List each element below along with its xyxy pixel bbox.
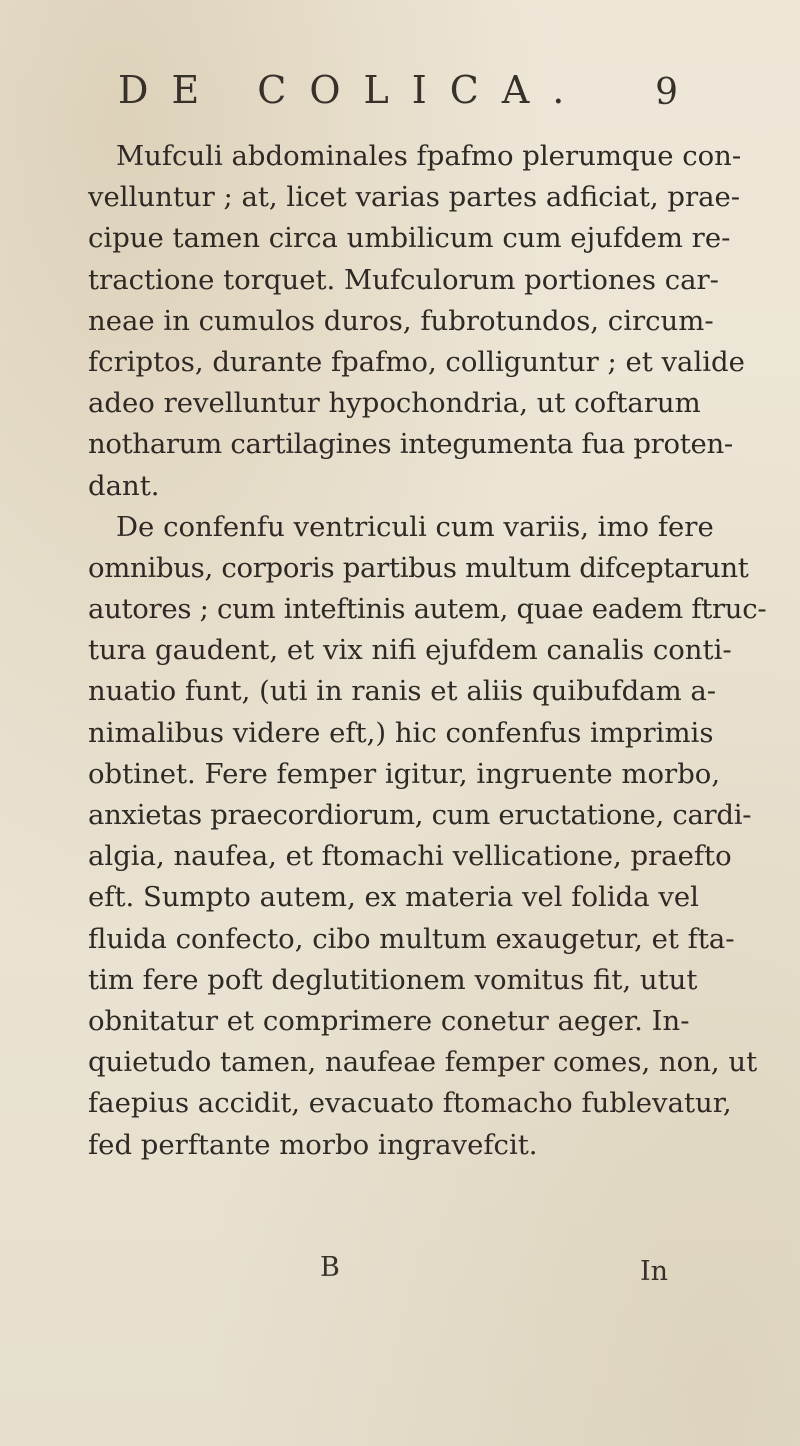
text-line: obnitatur et comprimere conetur aeger. In- <box>88 1004 690 1037</box>
text-line: Mufculi abdominales fpafmo plerumque con- <box>116 140 742 172</box>
text-line: anxietas praecordiorum, cum eructatione, cardi- <box>88 799 752 831</box>
text-line: fluida confecto, cibo multum exaugetur, et fta- <box>88 922 735 955</box>
running-head <box>118 68 678 128</box>
text-line: nuatio funt, (uti in ranis et aliis quibufdam a- <box>88 675 717 708</box>
text-line: dant. <box>88 469 160 502</box>
text-line: fed perftante morbo ingravefcit. <box>88 1128 538 1161</box>
page-footer <box>88 1252 668 1302</box>
text-line: cipue tamen circa umbilicum cum ejufdem re- <box>88 222 731 255</box>
page-number: 9 <box>655 72 678 113</box>
text-line: De confenfu ventriculi cum variis, imo fere <box>116 510 714 543</box>
text-line: tura gaudent, et vix nifi ejufdem canalis conti- <box>88 634 732 667</box>
catchword: In <box>639 1256 668 1287</box>
signature-mark: B <box>320 1252 340 1283</box>
text-line: velluntur ; at, licet varias partes adficiat, prae- <box>88 181 741 214</box>
text-line: tim fere poft deglutitionem vomitus fit, utut <box>88 963 698 996</box>
body-text <box>88 136 767 1166</box>
text-line: notharum cartilagines integumenta fua proten- <box>88 428 733 461</box>
text-line: fcriptos, durante fpafmo, colliguntur ; et valide <box>88 345 745 378</box>
text-line: neae in cumulos duros, fubrotundos, circum- <box>88 304 714 337</box>
running-title: DE COLICA. <box>118 68 588 112</box>
text-line: obtinet. Fere femper igitur, ingruente morbo, <box>88 757 721 790</box>
text-line: adeo revelluntur hypochondria, ut coftarum <box>88 387 701 420</box>
text-line: omnibus, corporis partibus multum difceptarunt <box>88 551 749 584</box>
text-line: eft. Sumpto autem, ex materia vel folida vel <box>88 881 699 914</box>
text-line: faepius accidit, evacuato ftomacho fublevatur, <box>88 1087 732 1120</box>
text-line: algia, naufea, et ftomachi vellicatione, praefto <box>88 840 732 873</box>
text-line: quietudo tamen, naufeae femper comes, non, ut <box>88 1046 758 1079</box>
text-line: autores ; cum inteftinis autem, quae eadem ftruc- <box>88 593 767 626</box>
text-line: tractione torquet. Mufculorum portiones car- <box>88 263 719 296</box>
text-line: nimalibus videre eft,) hic confenfus imprimis <box>88 716 714 749</box>
